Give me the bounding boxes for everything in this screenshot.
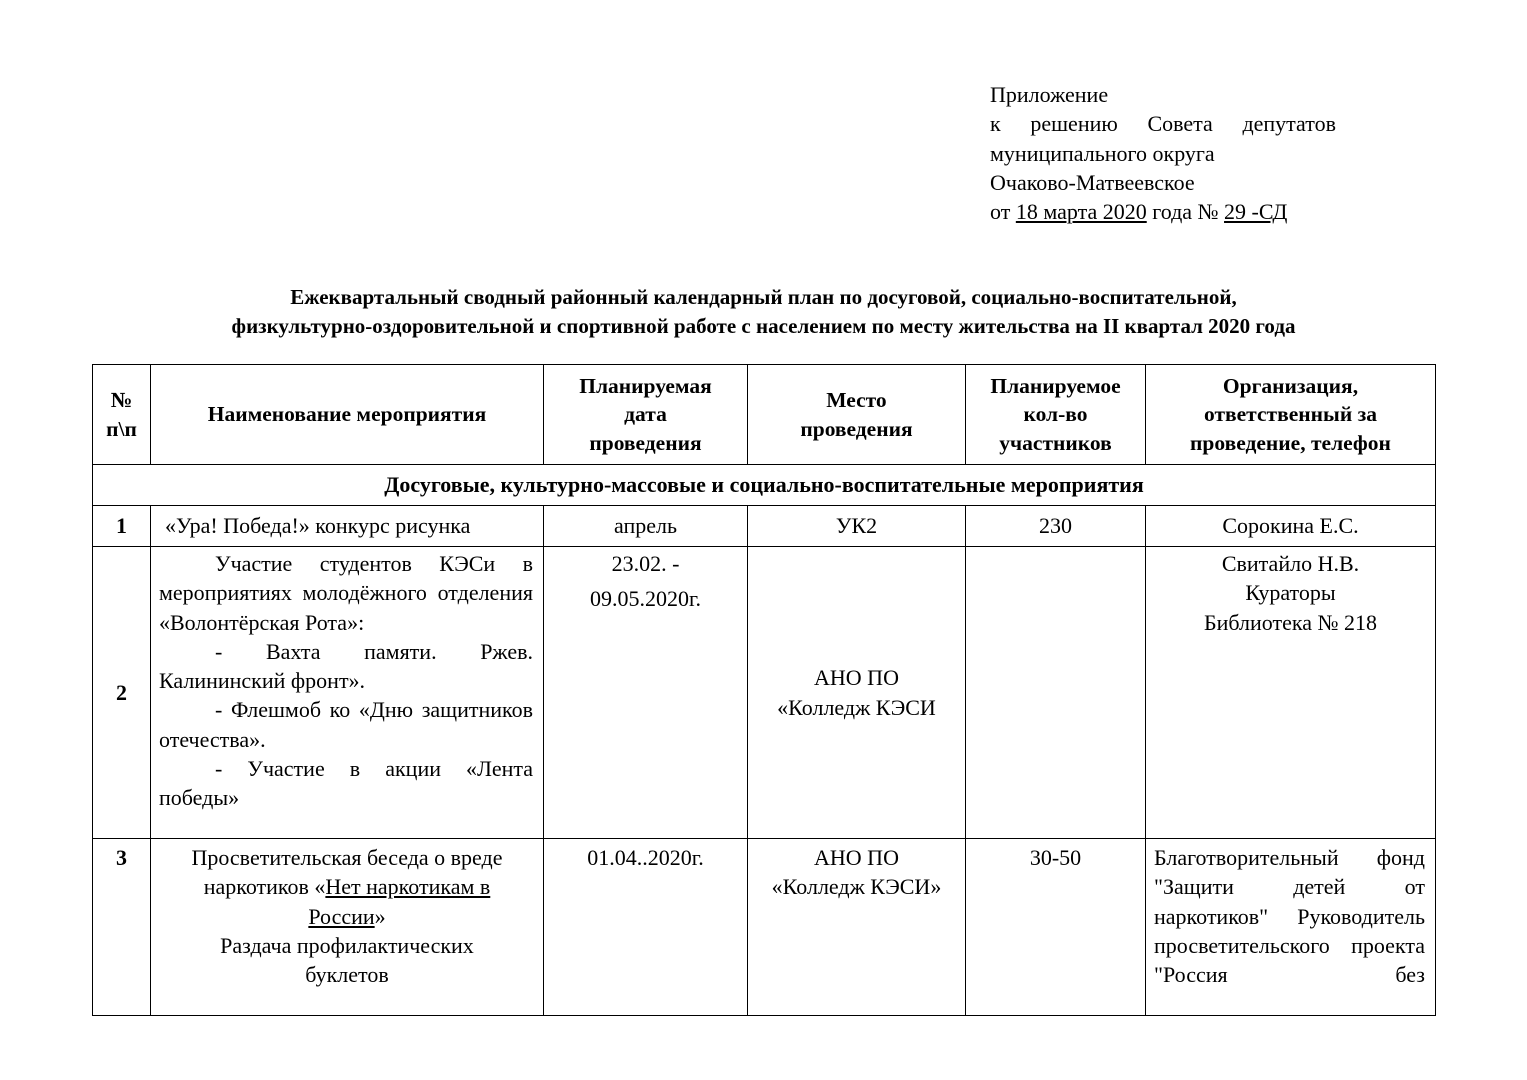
- row-place: [748, 839, 966, 1016]
- row-place-line: АНО ПО: [814, 665, 899, 691]
- table-row: [93, 547, 1436, 839]
- row-name-line: Раздача профилактических: [220, 932, 474, 958]
- row-name-para: - Вахта памяти. Ржев. Калининский фронт».: [159, 638, 533, 694]
- header-text: кол-во: [1023, 402, 1088, 427]
- row-name-para: Участие студентов КЭСи в мероприятиях молодёжного отделения «Волонтёрская Рота»:: [159, 551, 533, 635]
- row-number: 2: [93, 547, 151, 839]
- row-number: 3: [93, 839, 151, 1016]
- header-text: дата: [624, 402, 667, 427]
- annex-line-3: муниципального округа: [990, 140, 1215, 166]
- row-name-line: [157, 902, 537, 931]
- table-row: [93, 506, 1436, 547]
- annex-word: к: [990, 111, 1001, 137]
- row-name-para: - Участие в акции «Лента победы»: [159, 756, 533, 811]
- row-date: [544, 547, 748, 839]
- annex-line-1: Приложение: [990, 82, 1109, 107]
- row-count: 30-50: [966, 839, 1146, 1016]
- header-text: Место: [826, 388, 887, 412]
- row-org-line: Кураторы: [1245, 580, 1336, 606]
- header-text: №: [110, 388, 133, 412]
- row-place: [748, 547, 966, 839]
- row-name-line: Просветительская беседа о вреде: [191, 845, 503, 870]
- table-row: [93, 839, 1436, 1016]
- campaign-link[interactable]: России: [308, 903, 375, 929]
- document-title: [60, 283, 1467, 341]
- plan-table: [92, 364, 1436, 1016]
- row-org-line: Свитайло Н.В.: [1221, 551, 1360, 576]
- row-date: 01.04..2020г.: [544, 839, 748, 1016]
- title-line-1: Ежеквартальный сводный районный календарный план по досуговой, социально-воспитательной,: [290, 285, 1237, 309]
- row-organization: [1146, 547, 1436, 839]
- row-name-text: наркотиков «: [203, 874, 326, 900]
- row-name-line: буклетов: [305, 962, 389, 988]
- table-header-row: [93, 365, 1436, 465]
- annex-word: депутатов: [1242, 111, 1336, 137]
- header-text: проведение, телефон: [1190, 430, 1391, 455]
- header-text: Организация,: [1222, 373, 1359, 398]
- header-text: ответственный за: [1204, 402, 1377, 427]
- row-organization: Благотворительный фонд "Защити детей от наркотиков" Руководитель просветительского проекта "Россия без: [1146, 839, 1436, 1016]
- row-number: 1: [93, 506, 151, 547]
- row-name-line: [157, 872, 537, 901]
- row-organization: Сорокина Е.С.: [1146, 506, 1436, 547]
- annex-line-4: Очаково-Матвеевское: [990, 169, 1195, 195]
- section-title: Досуговые, культурно-массовые и социально-воспитательные мероприятия: [93, 465, 1436, 506]
- row-name: [151, 839, 544, 1016]
- row-name-text: »: [374, 903, 386, 929]
- row-place-line: АНО ПО: [814, 845, 899, 870]
- header-number: [93, 365, 151, 465]
- row-place-line: «Колледж КЭСИ: [777, 694, 936, 720]
- header-organization: [1146, 365, 1436, 465]
- row-count: [966, 547, 1146, 839]
- row-place-line: «Колледж КЭСИ»: [771, 874, 942, 900]
- row-name-para: - Флешмоб ко «Дню защитников отечества».: [159, 697, 533, 752]
- header-text: проведения: [589, 430, 702, 455]
- annex-word: Совета: [1147, 111, 1213, 137]
- header-place: [748, 365, 966, 465]
- header-text: участников: [999, 430, 1112, 455]
- section-row: [93, 465, 1436, 506]
- annex-line-5: [990, 197, 1336, 226]
- annex-date: 18 марта 2020: [1015, 199, 1147, 225]
- annex-number: 29 -СД: [1224, 199, 1288, 225]
- annex-word: решению: [1030, 111, 1118, 137]
- row-name: [151, 547, 544, 839]
- header-text: Планируемое: [990, 373, 1121, 398]
- header-name: [151, 365, 544, 465]
- row-date: апрель: [544, 506, 748, 547]
- row-org-line: Библиотека № 218: [1203, 609, 1377, 635]
- row-name: «Ура! Победа!» конкурс рисунка: [151, 506, 544, 547]
- campaign-link[interactable]: Нет наркотикам в: [325, 874, 491, 900]
- row-count: 230: [966, 506, 1146, 547]
- row-date-line: 09.05.2020г.: [589, 586, 702, 612]
- header-count: [966, 365, 1146, 465]
- row-date-line: 23.02. -: [611, 551, 680, 576]
- row-place: УК2: [748, 506, 966, 547]
- header-text: проведения: [800, 416, 913, 441]
- annex-block: [990, 80, 1336, 226]
- annex-mid: года №: [1152, 199, 1219, 225]
- title-line-2: физкультурно-оздоровительной и спортивной работе с населением по месту жительства на II квартал 2020 года: [231, 314, 1296, 338]
- annex-line-2: [990, 109, 1336, 138]
- annex-from: от: [990, 199, 1011, 225]
- header-text: п\п: [106, 416, 137, 441]
- header-text: Наименование мероприятия: [207, 402, 487, 427]
- header-date: [544, 365, 748, 465]
- header-text: Планируемая: [579, 373, 712, 398]
